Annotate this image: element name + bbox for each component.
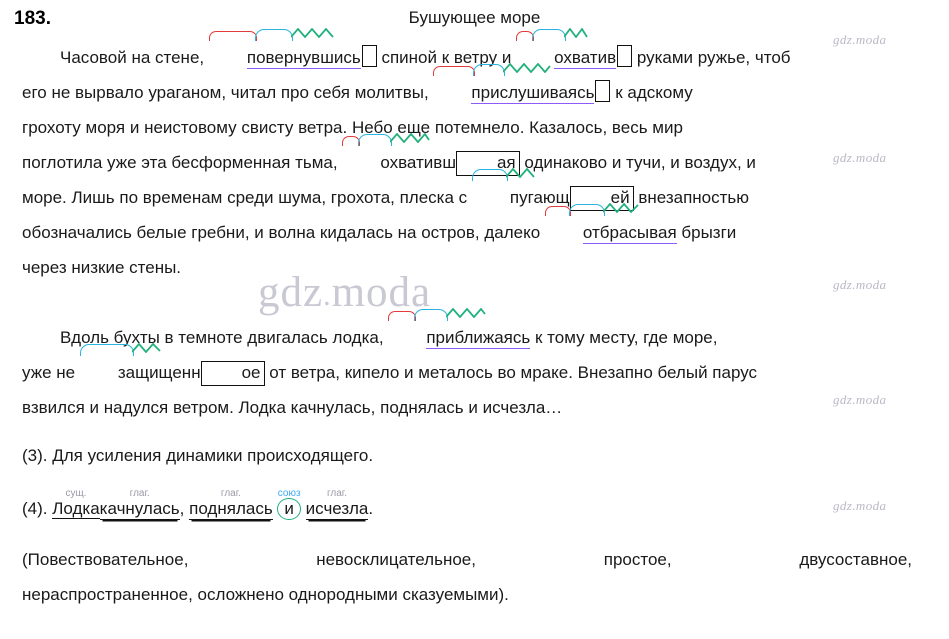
characteristic-item: (Повествовательное,: [22, 550, 189, 569]
watermark-small: gdz.moda: [833, 498, 887, 513]
text-segment: через низкие стены.: [22, 258, 182, 277]
word-text: прислушиваясь: [471, 83, 595, 102]
pos-label: союз: [277, 488, 301, 499]
answer-4-marker: (4).: [22, 499, 48, 518]
word-text: качнулась: [99, 499, 180, 518]
pos-label: сущ.: [65, 488, 87, 499]
text-segment: от ветра, кипело и металось во мраке. Внезапно белый парус: [269, 363, 758, 382]
ending-box-icon: ая: [456, 151, 520, 176]
word-text: повернувшись: [246, 48, 361, 67]
suffix-zigzag-icon: [503, 63, 551, 73]
annotated-word-prislushivayas: [433, 75, 610, 110]
text-segment: Вдоль бухты в темноте двигалась лодка,: [60, 328, 384, 347]
suffix-zigzag-icon: [132, 343, 162, 353]
word-text: и: [277, 498, 301, 520]
text-segment: обозначались белые гребни, и волна кидалась на остров, далеко: [22, 223, 541, 242]
exercise-body: [22, 40, 912, 612]
parsed-word-predicate-2: [189, 488, 273, 526]
word-text: исчезла: [305, 499, 369, 518]
root-arc-icon: [255, 29, 293, 41]
exercise-number: 183.: [14, 8, 51, 29]
characteristic-item: двусоставное,: [799, 550, 912, 569]
parsed-word-conjunction: [277, 488, 301, 526]
ending-box-icon: ое: [201, 361, 265, 386]
watermark-large-part1: gdz: [258, 269, 324, 316]
root-arc-icon: [414, 309, 448, 321]
word-text: приближаясь: [426, 328, 531, 347]
parsed-word-predicate-3: [305, 488, 369, 526]
parsed-word-predicate-1: [99, 488, 180, 526]
watermark-small: gdz.moda: [833, 277, 887, 292]
answer-4-characteristics: [22, 542, 912, 612]
root-arc-icon: [569, 204, 605, 216]
text-segment: спиной к ветру и: [381, 48, 512, 67]
word-stem: пугающ: [509, 188, 570, 207]
text-segment: руками ружье, чтоб: [636, 48, 791, 67]
characteristics-line-2: нераспространенное, осложнено однородными сказуемыми).: [22, 585, 509, 604]
annotated-word-otbrasyvaya: [545, 215, 677, 250]
ending-box-icon: [595, 80, 610, 102]
paragraph-2: [22, 320, 912, 425]
suffix-zigzag-icon: [291, 28, 335, 38]
text-segment: одинаково и тучи, и воздух, и: [524, 153, 756, 172]
text-segment: грохоту моря и неистовому свисту ветра. Небо еще потемнело. Казалось, весь мир: [22, 118, 683, 137]
ending-box-icon: ей: [570, 186, 634, 211]
word-stem: охвативш: [380, 153, 456, 172]
period: .: [368, 499, 374, 518]
suffix-zigzag-icon: [390, 133, 430, 143]
text-segment: к адскому: [615, 83, 693, 102]
root-arc-icon: [532, 29, 566, 41]
root-arc-icon: [358, 134, 392, 146]
comma: ,: [179, 499, 185, 518]
text-segment: море. Лишь по временам среди шума, грохота, плеска с: [22, 188, 468, 207]
annotated-word-priblizhayas: [388, 320, 530, 355]
answer-3: [22, 438, 912, 473]
annotated-word-povernuvshis: [209, 40, 377, 75]
word-text: отбрасывая: [582, 223, 677, 242]
text-segment: взвился и надулся ветром. Лодка качнулась, поднялась и исчезла…: [22, 398, 563, 417]
answer-4: [22, 488, 912, 526]
pos-label: глаг.: [129, 488, 150, 499]
text-segment: поглотила уже эта бесформенная тьма,: [22, 153, 338, 172]
answer-3-text: Для усиления динамики происходящего.: [52, 446, 374, 465]
characteristic-item: невосклицательное,: [316, 550, 476, 569]
ending-box-icon: [617, 45, 632, 67]
suffix-zigzag-icon: [564, 28, 588, 38]
characteristics-line-1: [22, 542, 912, 577]
prefix-arc-icon: [545, 206, 571, 216]
word-text: поднялась: [189, 499, 273, 518]
suffix-zigzag-icon: [603, 203, 641, 213]
characteristic-item: простое,: [603, 550, 672, 569]
word-text: Лодка: [52, 499, 100, 518]
prefix-arc-icon: [388, 311, 416, 321]
watermark-small: gdz.moda: [833, 32, 887, 47]
suffix-zigzag-icon: [506, 168, 538, 178]
answer-3-marker: (3).: [22, 446, 48, 465]
watermark-small: gdz.moda: [833, 392, 887, 407]
paragraph-1: [22, 40, 912, 285]
watermark-large-dot: .: [323, 279, 332, 313]
root-arc-icon: [80, 344, 134, 356]
prefix-arc-icon: [433, 66, 475, 76]
word-stem: защищенн: [117, 363, 201, 382]
text-segment: внезапностью: [638, 188, 750, 207]
parsed-word-subject: [52, 488, 100, 526]
watermark-small: gdz.moda: [833, 150, 887, 165]
root-arc-icon: [473, 64, 505, 76]
pos-label: глаг.: [220, 488, 241, 499]
text-segment: к тому месту, где море,: [534, 328, 718, 347]
text-segment: брызги: [681, 223, 737, 242]
root-arc-icon: [472, 169, 508, 181]
annotated-word-zashchishchennoe: [80, 355, 265, 390]
prefix-arc-icon: [209, 31, 257, 41]
suffix-zigzag-icon: [446, 308, 486, 318]
exercise-title: Бушующее море: [408, 8, 541, 27]
text-segment: Часовой на стене,: [60, 48, 205, 67]
text-segment: уже не: [22, 363, 76, 382]
text-segment: его не вырвало ураганом, читал про себя молитвы,: [22, 83, 429, 102]
watermark-large-part2: moda: [331, 269, 432, 316]
ending-box-icon: [362, 45, 377, 67]
word-text: охватив: [554, 48, 617, 67]
pos-label: глаг.: [326, 488, 348, 499]
